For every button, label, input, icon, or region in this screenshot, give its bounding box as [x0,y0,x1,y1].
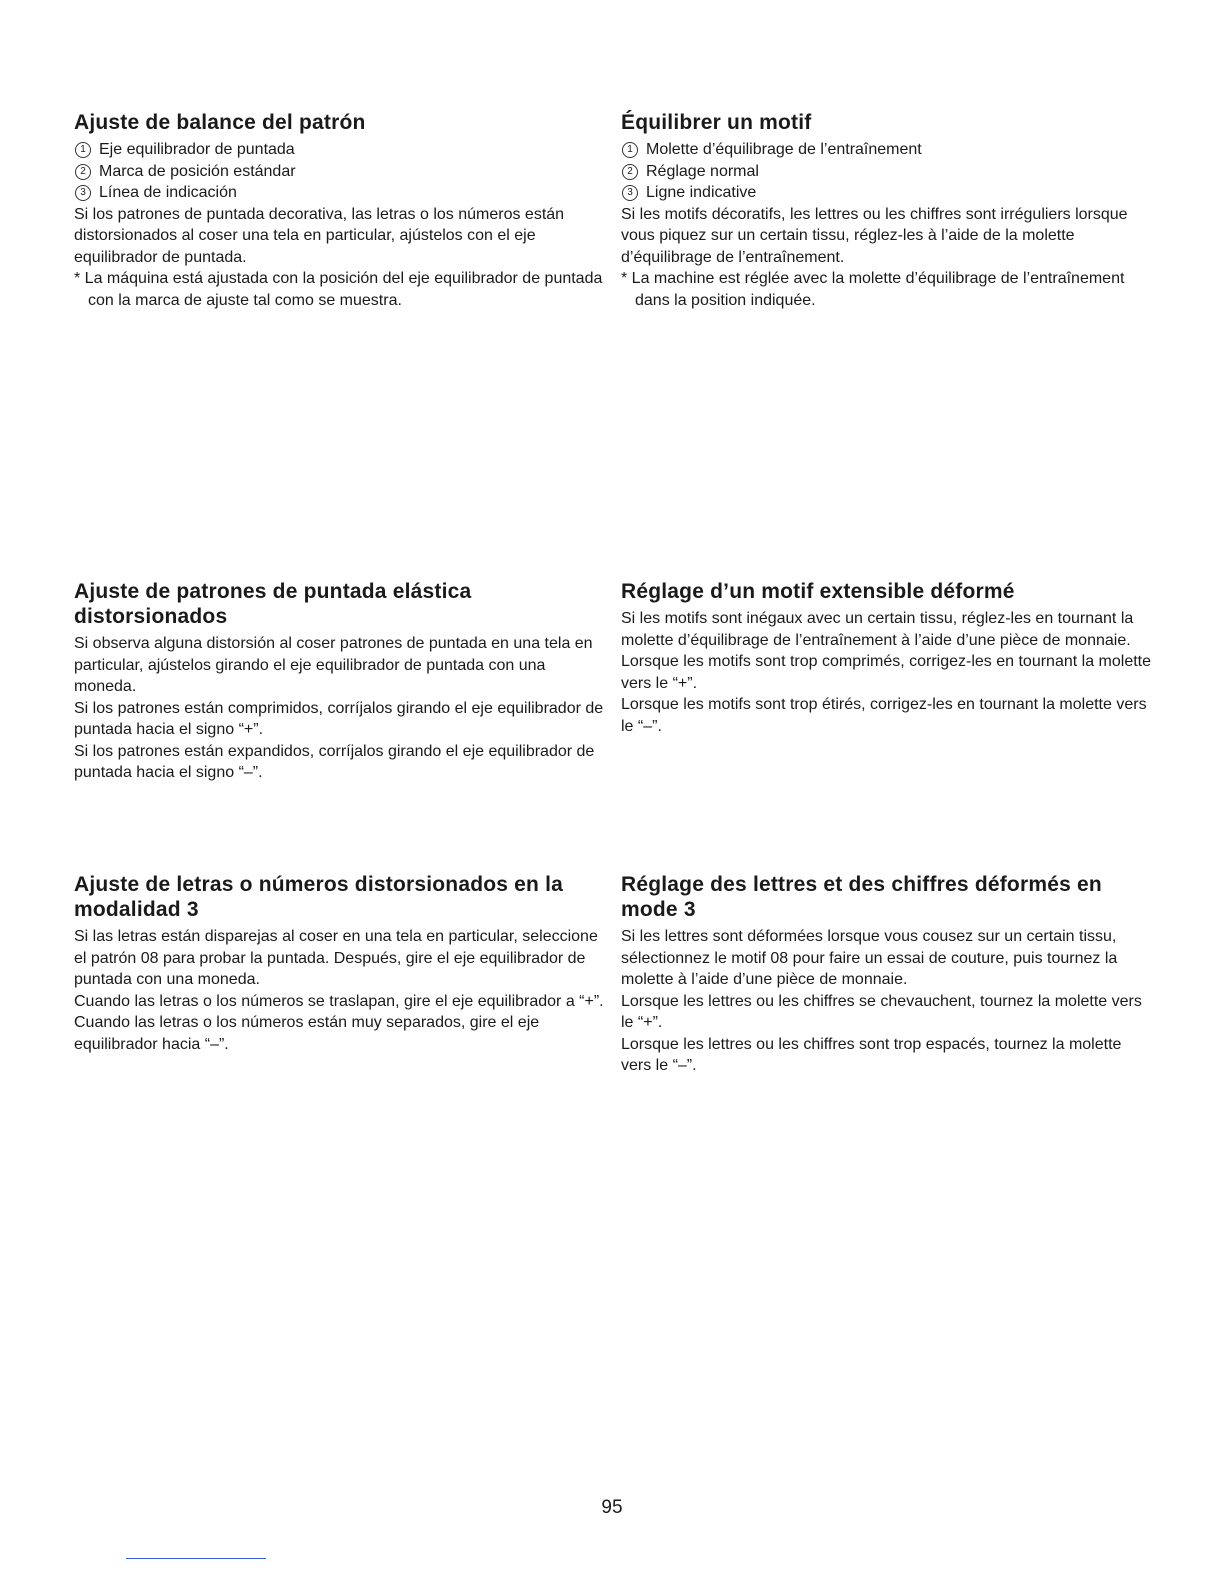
legend-item-3 [621,182,1151,204]
paragraph: Si les motifs sont inégaux avec un certain tissu, réglez-les en tournant la molette d’équilibrage de l’entraînement à l’aide d’une pièce de monnaie. [621,610,1134,649]
paragraph: Si observa alguna distorsión al coser patrones de puntada en una tela en particular, ajústelos girando el eje equilibrador de puntada con una moneda. [74,635,593,695]
paragraph: Lorsque les lettres ou les chiffres sont trop espacés, tournez la molette vers le “–”. [621,1035,1122,1074]
paragraph: Si los patrones están comprimidos, corríjalos girando el eje equilibrador de puntada hacia el signo “+”. [74,699,604,738]
legend-item-3 [74,182,604,204]
circled-number-2: 2 [622,164,638,180]
section-letters-mode3-fr [621,872,1151,1077]
page-number: 95 [601,1497,623,1518]
circled-number-1: 1 [622,142,638,158]
paragraph: Lorsque les lettres ou les chiffres se chevauchent, tournez la molette vers le “+”. [621,992,1142,1031]
legend-item-1 [74,139,604,161]
circled-number-3: 3 [622,185,638,201]
note: * La máquina está ajustada con la posición del eje equilibrador de puntada con la marca de ajuste tal como se muestra. [74,270,603,309]
legend-item-text: Línea de indicación [99,184,237,201]
legend-item-2 [74,161,604,183]
paragraph: Cuando las letras o los números están muy separados, gire el eje equilibrador hacia “–”. [74,1014,540,1053]
section-pattern-balance-fr [621,110,1151,311]
legend-item-2 [621,161,1151,183]
footer-rule [126,1558,266,1559]
paragraph: Cuando las letras o los números se traslapan, gire el eje equilibrador a “+”. [74,992,604,1010]
legend-item-1 [621,139,1151,161]
circled-number-3: 3 [75,185,91,201]
paragraph: Si las letras están disparejas al coser en una tela en particular, seleccione el patrón 08 para probar la puntada. Después, gire el eje equilibrador de puntada con una moneda. [74,928,598,988]
section-title: Équilibrer un motif [621,111,812,134]
legend-item-text: Marca de posición estándar [99,162,296,180]
legend-item-text: Ligne indicative [646,184,757,201]
section-letters-mode3-es [74,872,604,1055]
section-title: Réglage d’un motif extensible déformé [621,580,1015,603]
paragraph: Si les lettres sont déformées lorsque vous cousez sur un certain tissu, sélectionnez le motif 08 pour faire un essai de couture, puis tournez la molette à l’aide d’une pièce de monnaie. [621,928,1118,988]
paragraph: Si les motifs décoratifs, les lettres ou les chiffres sont irréguliers lorsque vous piquez sur un certain tissu, réglez-les à l’aide de la molette d’équilibrage de l’entraînement. [621,205,1128,266]
section-title: Ajuste de patrones de puntada elástica distorsionados [74,580,472,628]
legend-item-text: Réglage normal [646,162,759,180]
section-stretch-stitch-fr [621,579,1151,737]
note: * La machine est réglée avec la molette d’équilibrage de l’entraînement dans la position indiquée. [621,270,1125,309]
section-title: Ajuste de balance del patrón [74,111,366,134]
legend-item-text: Eje equilibrador de puntada [99,141,295,158]
paragraph: Si los patrones están expandidos, corríjalos girando el eje equilibrador de puntada hacia el signo “–”. [74,742,595,781]
circled-number-1: 1 [75,142,91,158]
section-title: Ajuste de letras o números distorsionados en la modalidad 3 [74,873,564,921]
section-pattern-balance-es [74,110,604,311]
paragraph: Si los patrones de puntada decorativa, las letras o los números están distorsionados al coser una tela en particular, ajústelos con el eje equilibrador de puntada. [74,205,565,266]
paragraph: Lorsque les motifs sont trop comprimés, corrigez-les en tournant la molette vers le “+”. [621,653,1152,692]
circled-number-2: 2 [75,164,91,180]
section-title: Réglage des lettres et des chiffres déformés en mode 3 [621,873,1102,921]
section-stretch-stitch-es [74,579,604,784]
legend-item-text: Molette d’équilibrage de l’entraînement [646,141,922,158]
paragraph: Lorsque les motifs sont trop étirés, corrigez-les en tournant la molette vers le “–”. [621,696,1147,735]
